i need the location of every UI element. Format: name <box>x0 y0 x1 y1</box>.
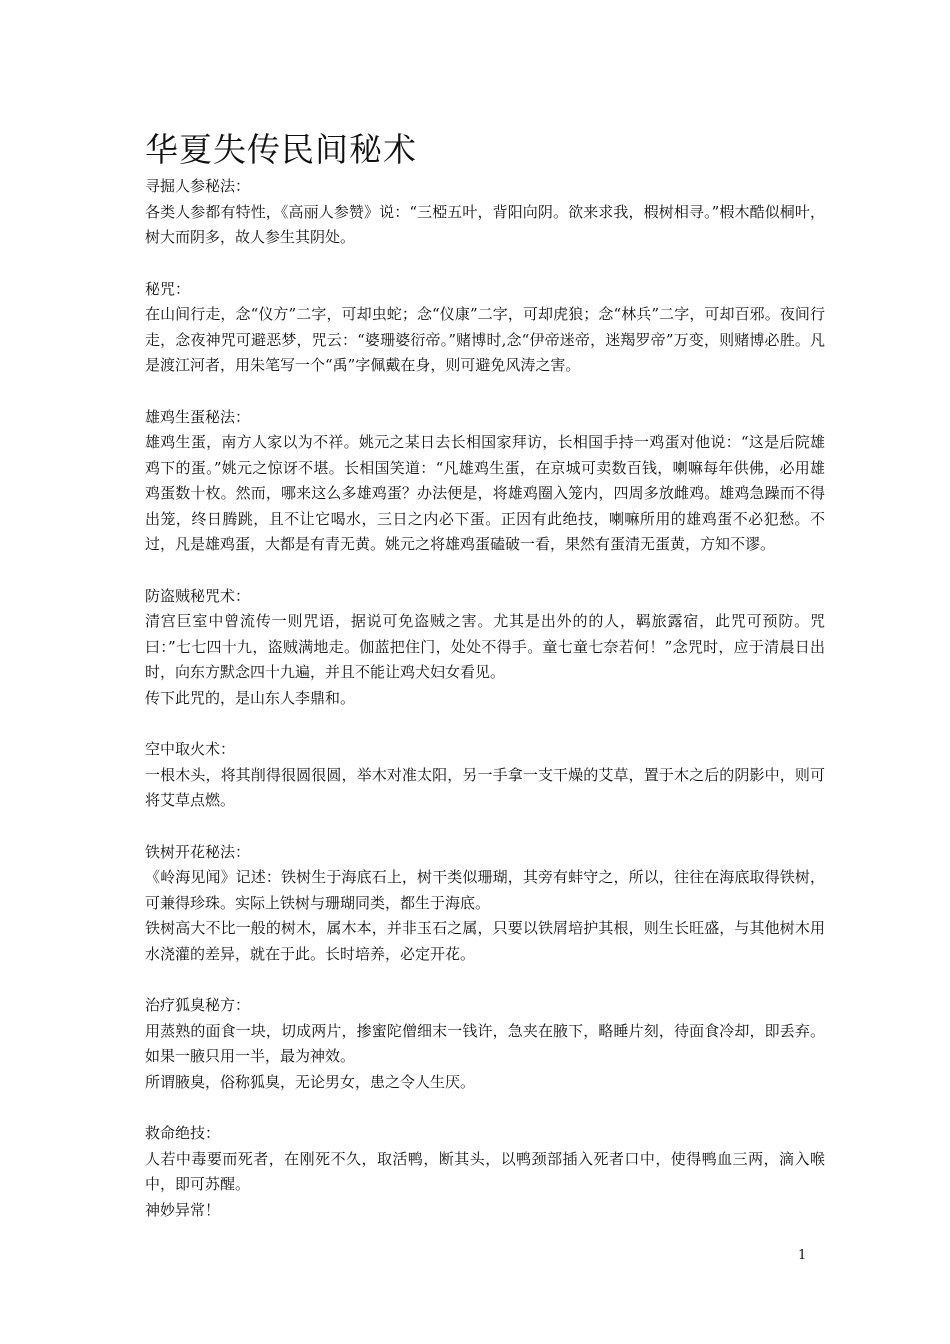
section-heading: 铁树开花秘法： <box>145 842 251 861</box>
section-paragraph: 雄鸡生蛋，南方人家以为不祥。姚元之某日去长相国家拜访，长相国手持一鸡蛋对他说：“这是后院雄鸡下的蛋。”姚元之惊讶不堪。长相国笑道：“凡雄鸡生蛋，在京城可卖数百钱，喇嘛每年供佛，必用雄鸡蛋数十枚。然而，哪来这么多雄鸡蛋？办法便是，将雄鸡圈入笼内，四周多放雌鸡。雄鸡急躁而不得出笼，终日腾跳，且不让它喝水，三日之内必下蛋。正因有此绝技，喇嘛所用的雄鸡蛋不必犯愁。不过，凡是雄鸡蛋，大都是有青无黄。姚元之将雄鸡蛋磕破一看，果然有蛋清无蛋黄，方知不谬。 <box>145 433 825 553</box>
section-heading: 寻掘人参秘法： <box>145 177 251 195</box>
section-fire-from-air <box>145 737 825 814</box>
section-paragraph: 用蒸熟的面食一块，切成两片，掺蜜陀僧细末一钱许，急夹在腋下，略睡片刻，待面食冷却，即丢弃。如果一腋只用一半，最为神效。 <box>145 1021 825 1065</box>
section-paragraph: 传下此咒的，是山东人李鼎和。 <box>145 688 356 707</box>
section-paragraph: 所谓腋臭，俗称狐臭，无论男女，患之令人生厌。 <box>145 1072 476 1091</box>
page-number: 1 <box>798 1248 807 1263</box>
section-heading: 空中取火术： <box>145 740 236 758</box>
section-ginseng <box>145 174 825 251</box>
section-heading: 救命绝技： <box>145 1124 221 1142</box>
section-body-odor-remedy <box>145 993 825 1095</box>
section-life-saving-technique <box>145 1121 825 1223</box>
section-heading: 防盗贼秘咒术： <box>145 586 251 605</box>
section-heading: 雄鸡生蛋秘法： <box>145 407 251 426</box>
document-page <box>145 128 825 1249</box>
section-rooster-egg <box>145 405 825 558</box>
section-secret-spell <box>145 277 825 379</box>
section-paragraph: 清宫巨室中曾流传一则咒语，据说可免盗贼之害。尤其是出外的的人，羁旅露宿，此咒可预防。咒曰：”七七四十九，盗贼满地走。伽蓝把住门，处处不得手。童七童七奈若何！”念咒时，应于清晨日出时，向东方默念四十九遍，并且不能让鸡犬妇女看见。 <box>145 612 825 681</box>
document-title: 华夏失传民间秘术 <box>145 130 417 169</box>
section-anti-thief-spell <box>145 584 825 712</box>
section-paragraph: 《岭海见闻》记述：铁树生于海底石上，树干类似珊瑚，其旁有蚌守之，所以，往往在海底取得铁树，可兼得珍珠。实际上铁树与珊瑚同类，都生于海底。 <box>145 868 825 912</box>
section-iron-tree-bloom <box>145 840 825 968</box>
section-paragraph: 人若中毒要而死者，在刚死不久，取活鸭，断其头，以鸭颈部插入死者口中，使得鸭血三两，滴入喉中，即可苏醒。 <box>145 1149 825 1193</box>
section-paragraph: 铁树高大不比一般的树木，属木本，并非玉石之属，只要以铁屑培护其根，则生长旺盛，与其他树木用水浇灌的差异，就在于此。长时培养，必定开花。 <box>145 919 825 963</box>
section-heading: 秘咒： <box>145 279 191 298</box>
section-paragraph: 在山间行走，念“仪方”二字，可却虫蛇；念“仪康”二字，可却虎狼；念“林兵”二字，可却百邪。夜间行走，念夜神咒可避恶梦，咒云：“婆珊婆衍帝。”赌博时,念“伊帝迷帝，迷羯罗帝”万变，则赌博必胜。凡是渡江河者，用朱笔写一个“禹”字佩戴在身，则可避免风涛之害。 <box>145 305 825 374</box>
section-paragraph: 神妙异常！ <box>145 1200 221 1219</box>
section-heading: 治疗狐臭秘方： <box>145 996 251 1014</box>
section-paragraph: 一根木头，将其削得很圆很圆，举木对准太阳，另一手拿一支干燥的艾草，置于木之后的阴影中，则可将艾草点燃。 <box>145 765 825 809</box>
section-paragraph: 各类人参都有特性，《高丽人参赞》说：“三椏五叶，背阳向阴。欲来求我，椵树相寻。”椵木酷似桐叶，树大而阴多，故人参生其阴处。 <box>145 202 825 246</box>
